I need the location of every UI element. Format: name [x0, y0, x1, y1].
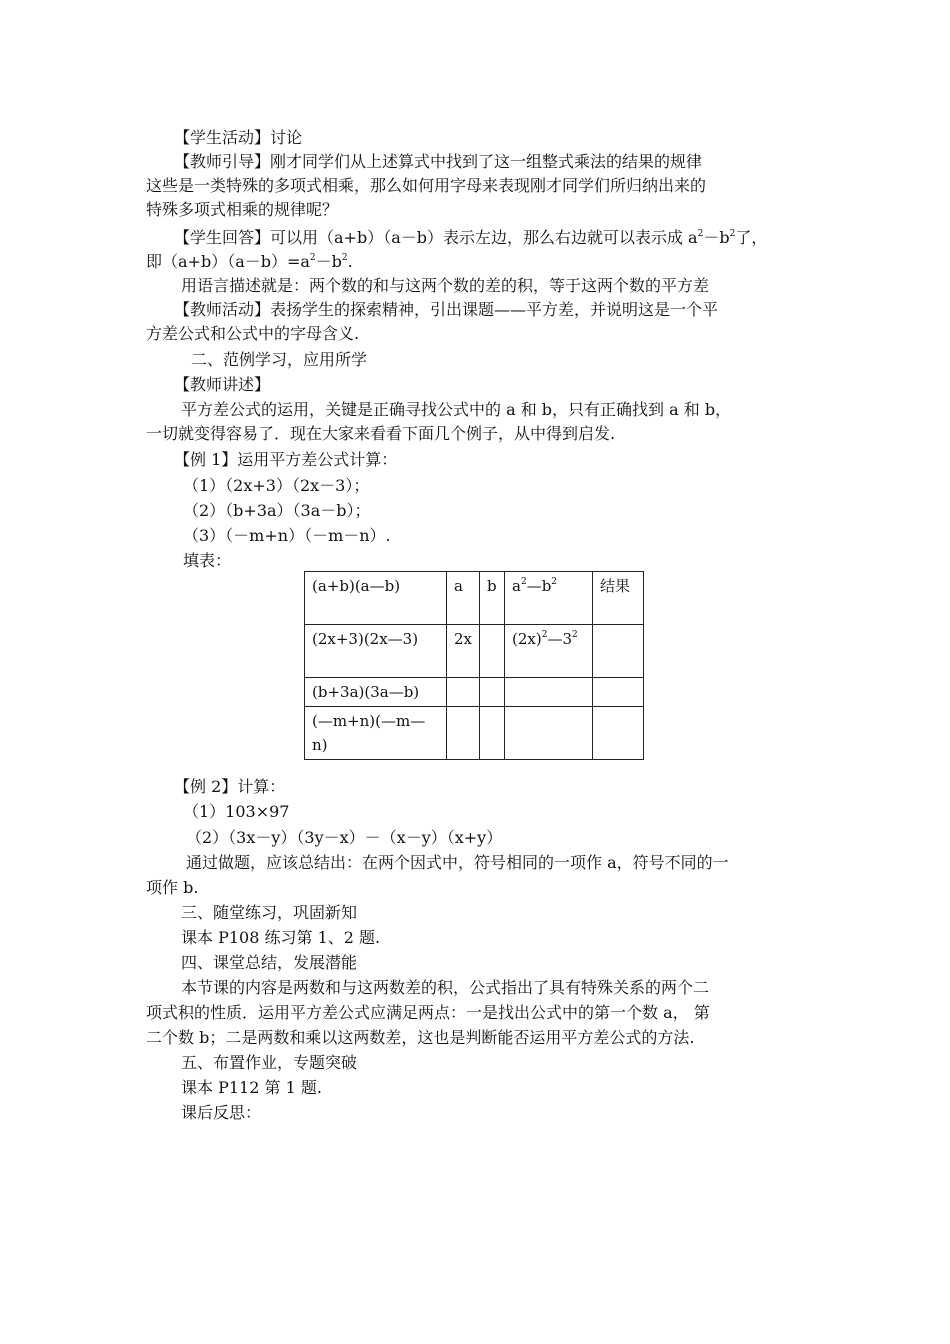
table-row [305, 625, 644, 678]
teacher-guide-line: 【教师引导】刚才同学们从上述算式中找到了这一组整式乘法的结果的规律 [174, 152, 703, 171]
table-cell: (a+b)(a—b) [305, 572, 447, 625]
table-cell: (2x+3)(2x—3) [305, 625, 447, 678]
teacher-activity-line: 【教师活动】表扬学生的探索精神，引出课题——平方差，并说明这是一个平 [174, 300, 719, 319]
table-cell [593, 707, 644, 760]
example-item: （2）（3x－y）（3y－x）－（x－y）（x+y） [186, 828, 503, 847]
table-cell [480, 678, 505, 707]
exponent: 2 [520, 577, 527, 587]
table-cell [505, 625, 593, 678]
table-row [305, 707, 644, 760]
student-answer-line [174, 226, 839, 250]
table-header-row [305, 572, 644, 625]
exponent: 2 [541, 630, 548, 640]
text-run: 了， [735, 228, 768, 247]
text-run: —3 [547, 630, 572, 648]
text-run: 即（a+b）（a－b）=a [146, 252, 310, 271]
table-cell [505, 678, 593, 707]
text-run: —b [526, 577, 552, 595]
table-cell [505, 572, 593, 625]
example-item: （1）（2x+3）（2x－3）； [183, 476, 370, 495]
example-item: （3）（－m+n）（－m－n）. [183, 526, 391, 545]
table-cell: (—m+n)(—m—n) [305, 707, 447, 760]
paragraph-line: 一切就变得容易了．现在大家来看看下面几个例子，从中得到启发. [146, 424, 616, 443]
table-row [305, 678, 644, 707]
table-cell: a [447, 572, 480, 625]
student-activity-line: 【学生活动】讨论 [174, 128, 303, 147]
paragraph-line: 课本 P108 练习第 1、2 题. [181, 928, 381, 947]
table-cell [447, 707, 480, 760]
paragraph-line: 课本 P112 第 1 题. [181, 1078, 322, 1097]
paragraph-line: 这些是一类特殊的多项式相乘，那么如何用字母来表现刚才同学们所归纳出来的 [146, 176, 707, 195]
exponent: 2 [729, 229, 736, 239]
table-cell: (b+3a)(3a—b) [305, 678, 447, 707]
example-2-heading: 【例 2】计算： [174, 777, 286, 796]
example-1-heading: 【例 1】运用平方差公式计算： [174, 450, 398, 469]
teacher-lecture-heading: 【教师讲述】 [174, 375, 271, 394]
table-cell [505, 707, 593, 760]
table-cell [480, 625, 505, 678]
paragraph-line: 本节课的内容是两数和与这两数差的积，公式指出了具有特殊关系的两个二 [181, 978, 710, 997]
text-run: －b [703, 228, 730, 247]
text-run: －b [315, 252, 342, 271]
paragraph-line: 方差公式和公式中的字母含义. [146, 324, 360, 343]
section-heading: 三、随堂练习，巩固新知 [181, 903, 358, 922]
text-run: (2x) [512, 630, 542, 648]
exponent: 2 [309, 253, 316, 263]
table-cell [480, 707, 505, 760]
example-item: （2）（b+3a）（3a－b）； [183, 501, 371, 520]
example-item: （1）103×97 [183, 802, 290, 821]
paragraph-line: 项式积的性质．运用平方差公式应满足两点：一是找出公式中的第一个数 a， 第 [146, 1003, 710, 1022]
table-cell [593, 678, 644, 707]
table-cell: b [480, 572, 505, 625]
section-heading: 四、课堂总结，发展潜能 [181, 953, 358, 972]
text-run: 【学生回答】可以用（a+b）（a－b）表示左边，那么右边就可以表示成 a [174, 228, 698, 247]
section-heading: 五、布置作业，专题突破 [181, 1053, 358, 1072]
exponent: 2 [572, 630, 578, 640]
exponent: 2 [341, 253, 348, 263]
fill-in-table [304, 571, 644, 760]
fill-table-label: 填表： [183, 551, 232, 570]
table-cell [593, 625, 644, 678]
section-heading: 二、范例学习，应用所学 [191, 350, 368, 369]
exponent: 2 [551, 577, 558, 587]
paragraph-line: 特殊多项式相乘的规律呢？ [146, 200, 339, 219]
paragraph-line: 平方差公式的运用，关键是正确寻找公式中的 a 和 b，只有正确找到 a 和 b， [181, 400, 732, 419]
table-cell: 2x [447, 625, 480, 678]
paragraph-line: 二个数 b；二是两数和乘以这两数差，这也是判断能否运用平方差公式的方法. [146, 1028, 695, 1047]
exponent: 2 [697, 229, 704, 239]
paragraph-line: 项作 b. [146, 878, 199, 897]
text-run: . [347, 252, 353, 271]
text-run: a [512, 577, 521, 595]
reflection-label: 课后反思： [181, 1103, 262, 1122]
paragraph-line: 用语言描述就是：两个数的和与这两个数的差的积，等于这两个数的平方差 [181, 276, 710, 295]
paragraph-line: 通过做题，应该总结出：在两个因式中，符号相同的一项作 a，符号不同的一 [186, 853, 729, 872]
table-cell: 结果 [593, 572, 644, 625]
table-cell [447, 678, 480, 707]
formula-line [146, 250, 811, 274]
